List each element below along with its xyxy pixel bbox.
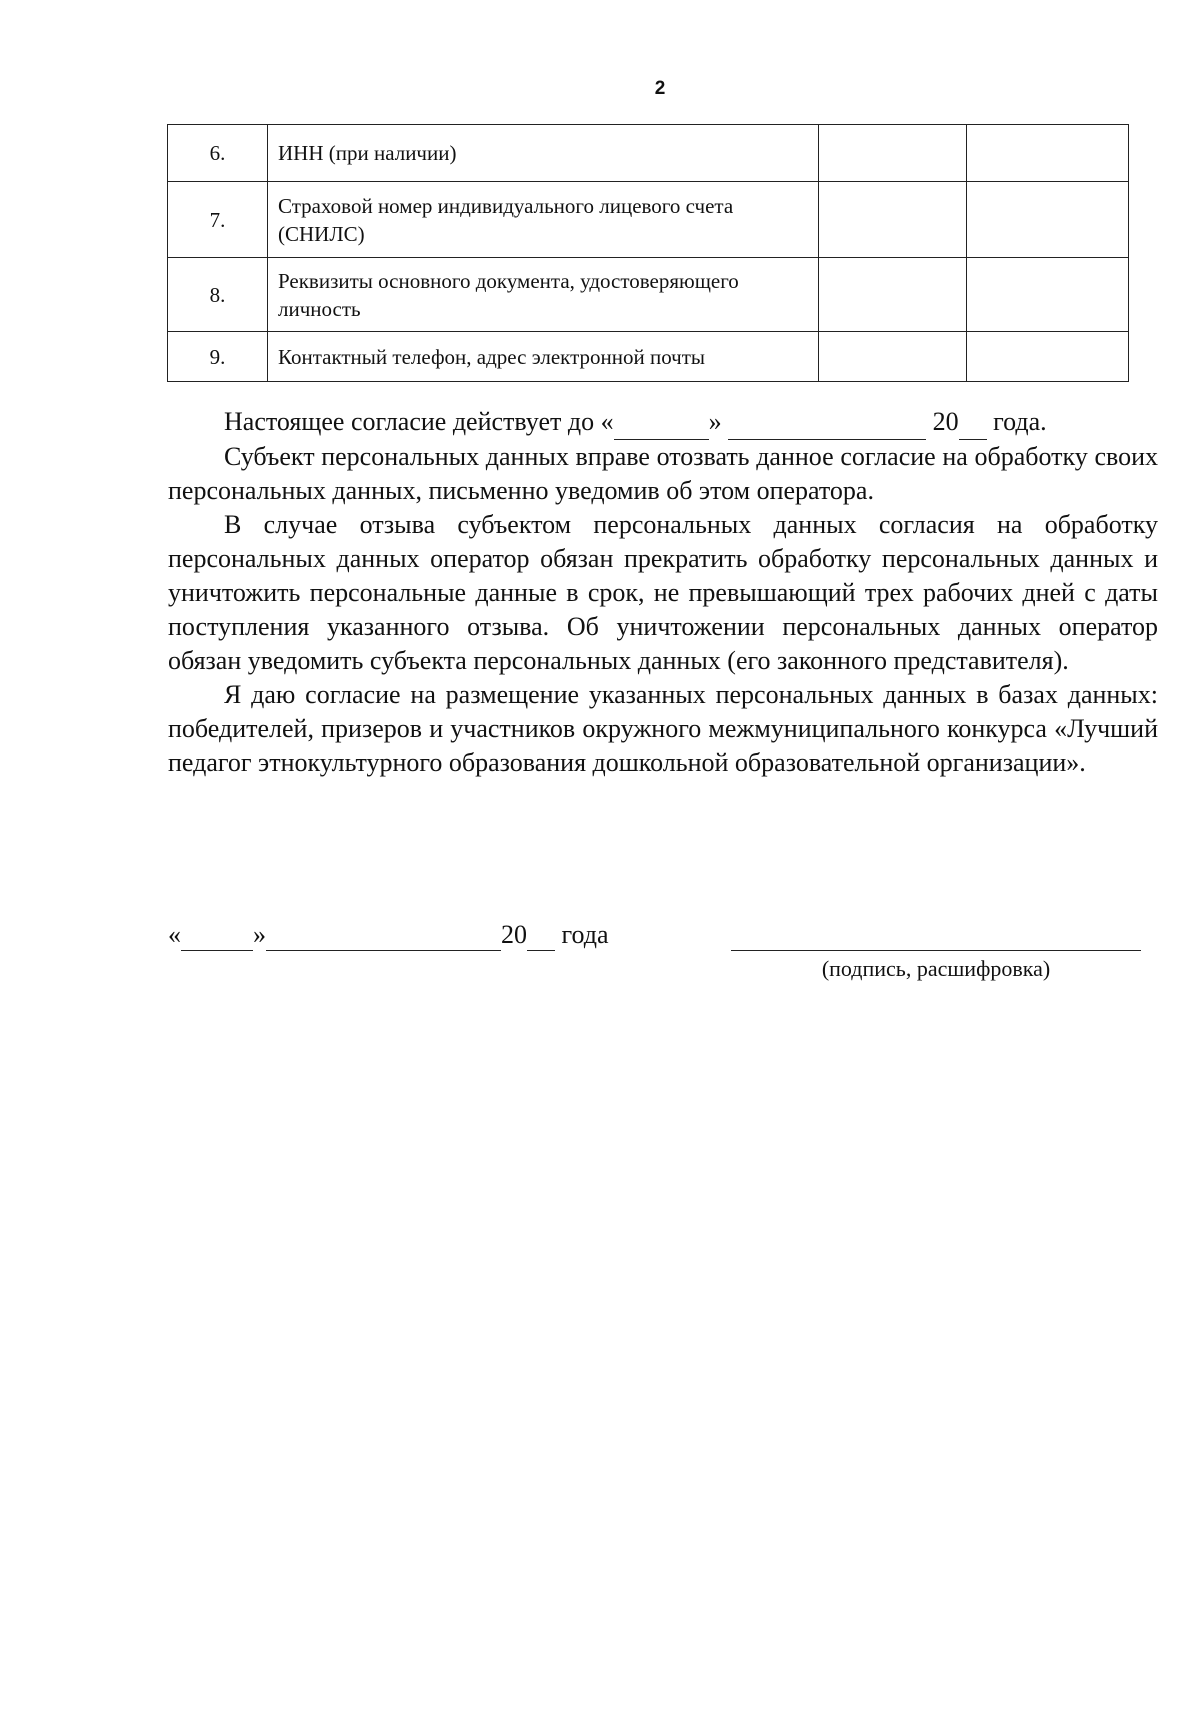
consent-text — [168, 405, 1158, 780]
signature-date: « » 20 года — [168, 920, 609, 949]
row-number: 6. — [168, 125, 268, 182]
personal-data-table — [167, 124, 1129, 382]
row-number: 8. — [168, 258, 268, 332]
sign-year-blank[interactable] — [527, 920, 555, 951]
table-row — [168, 182, 1129, 258]
paragraph-revoke: Субъект персональных данных вправе отозвать данное согласие на обработку своих персональных данных, письменно уведомив об этом оператора. — [168, 442, 1158, 505]
row-value-cell[interactable] — [819, 125, 967, 182]
row-number: 7. — [168, 182, 268, 258]
row-label: Страховой номер индивидуального лицевого счета (СНИЛС) — [268, 182, 819, 258]
row-value-cell[interactable] — [967, 182, 1129, 258]
table-row — [168, 258, 1129, 332]
paragraph-withdrawal: В случае отзыва субъектом персональных данных согласия на обработку персональных данных оператор обязан прекратить обработку персональных данных и уничтожить персональные данные в срок, не превышающий трех рабочих дней с даты поступления указанного отзыва. Об уничтожении персональных данных оператор обязан уведомить субъекта персональных данных (его законного представителя). — [168, 510, 1158, 675]
year-blank[interactable] — [959, 405, 987, 440]
day-blank[interactable] — [614, 405, 709, 440]
row-value-cell[interactable] — [819, 182, 967, 258]
row-value-cell[interactable] — [819, 332, 967, 382]
signature-caption: (подпись, расшифровка) — [821, 956, 1051, 981]
row-number: 9. — [168, 332, 268, 382]
signature-line[interactable] — [731, 950, 1141, 951]
row-value-cell[interactable] — [967, 258, 1129, 332]
paragraph-placement: Я даю согласие на размещение указанных персональных данных в базах данных: победителей, призеров и участников окружного межмуниципального конкурса «Лучший педагог этнокультурного образования дошкольной образовательной организации». — [168, 680, 1158, 777]
row-value-cell[interactable] — [819, 258, 967, 332]
month-blank[interactable] — [728, 405, 926, 440]
row-label: Реквизиты основного документа, удостоверяющего личность — [268, 258, 819, 332]
table-row — [168, 332, 1129, 382]
row-value-cell[interactable] — [967, 125, 1129, 182]
row-value-cell[interactable] — [967, 332, 1129, 382]
sign-month-blank[interactable] — [266, 920, 501, 951]
page-number: 2 — [654, 78, 666, 99]
valid-until-line: Настоящее согласие действует до « » 20 года. — [168, 405, 1158, 440]
row-label: Контактный телефон, адрес электронной почты — [268, 332, 819, 382]
row-label: ИНН (при наличии) — [268, 125, 819, 182]
table-row — [168, 125, 1129, 182]
sign-day-blank[interactable] — [181, 920, 253, 951]
